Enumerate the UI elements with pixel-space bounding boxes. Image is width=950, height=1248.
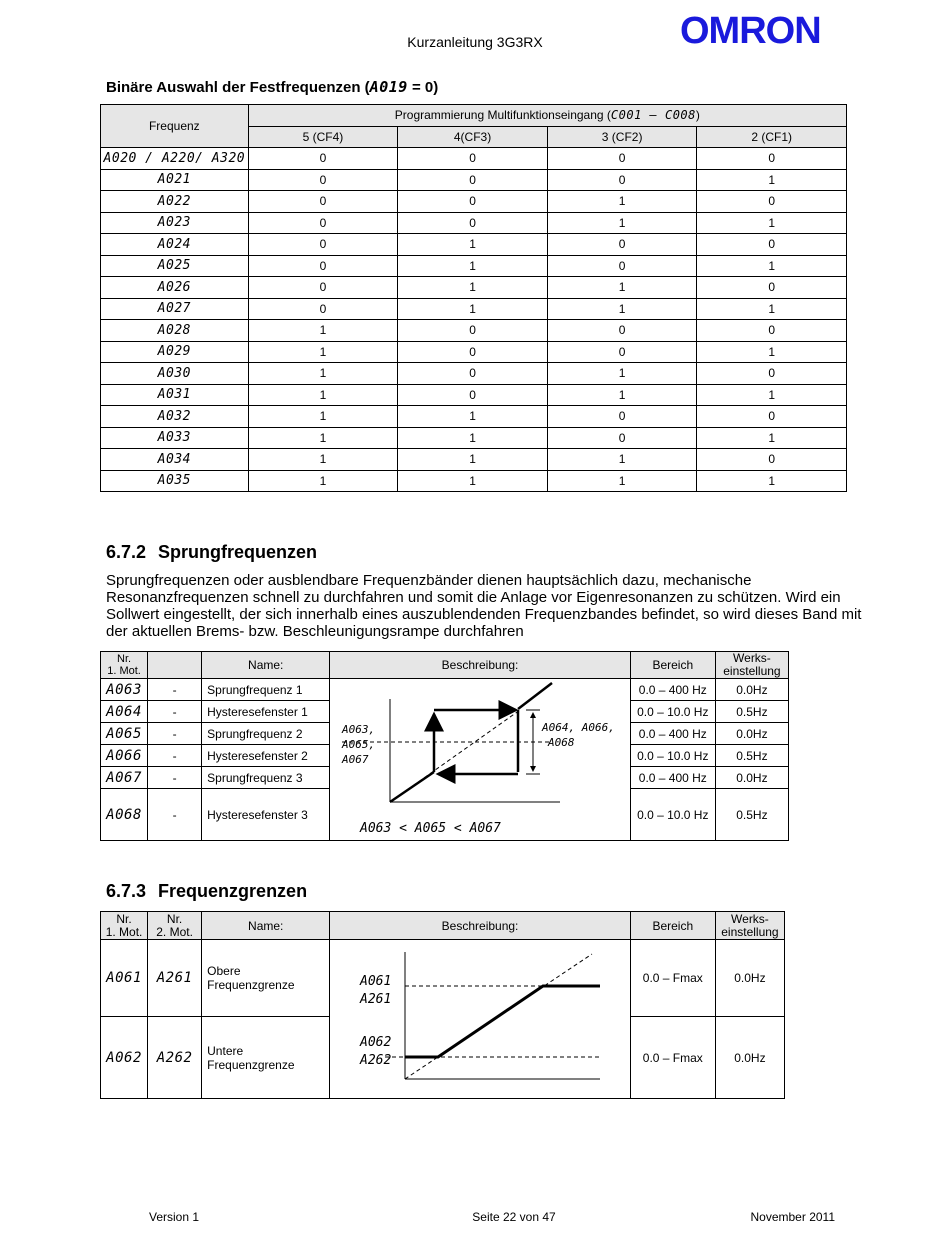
bit-value-cell: 1 — [398, 255, 548, 277]
header-name: Name: — [202, 652, 330, 679]
table-cell-default: 0.0Hz — [715, 679, 788, 701]
header-name: Name: — [202, 912, 330, 940]
table-cell-name: Sprungfrequenz 3 — [202, 767, 330, 789]
frequency-code-cell: A026 — [101, 277, 249, 299]
table-cell-range: 0.0 – 400 Hz — [630, 723, 715, 745]
skip-frequency-diagram-cell — [330, 679, 630, 841]
paragraph-line: Sollwert eingestellt, der sich innerhalb eines auszublendenden Frequenzbandes befindet, so wird dieses Band mit — [106, 606, 862, 623]
header-default: Werks- einstellung — [715, 652, 788, 679]
table-cell-mot2: - — [148, 789, 202, 841]
bit-value-cell: 0 — [248, 148, 398, 170]
table-cell-code: A066 — [101, 745, 148, 767]
bit-value-cell: 0 — [248, 191, 398, 213]
omron-logo: OMRON — [680, 10, 821, 52]
header-default: Werks- einstellung — [715, 912, 784, 940]
footer-page-number: Seite 22 von 47 — [472, 1210, 556, 1224]
diagram-left-label-2: A065, — [342, 738, 376, 751]
bit-value-cell: 0 — [398, 384, 548, 406]
bit-value-cell: 1 — [248, 320, 398, 342]
diagram-left-label-3: A067 — [342, 753, 369, 766]
table-cell-code: A067 — [101, 767, 148, 789]
col-header-cf2: 3 (CF2) — [547, 126, 697, 148]
document-title: Kurzanleitung 3G3RX — [407, 34, 543, 50]
bit-value-cell: 0 — [547, 320, 697, 342]
table-cell-name: Sprungfrequenz 2 — [202, 723, 330, 745]
col-header-cf4: 5 (CF4) — [248, 126, 398, 148]
frequency-code-cell: A033 — [101, 427, 249, 449]
table-row — [101, 384, 847, 406]
paragraph-line: Resonanzfrequenzen schnell zu durchfahren und somit die Anlage vor Eigenresonanzen zu schützen. Wird ein — [106, 589, 841, 606]
bit-value-cell: 1 — [248, 427, 398, 449]
paragraph-line: Sprungfrequenzen oder ausblendbare Frequenzbänder dienen hauptsächlich dazu, mechanische — [106, 572, 752, 589]
bit-value-cell: 1 — [398, 234, 548, 256]
bit-value-cell: 1 — [697, 255, 847, 277]
bit-value-cell: 1 — [398, 406, 548, 428]
table-cell-name: Hysteresefenster 2 — [202, 745, 330, 767]
frequency-code-cell: A024 — [101, 234, 249, 256]
table-cell-default: 0.0Hz — [715, 1017, 784, 1099]
upper-label-2: A261 — [360, 992, 392, 1007]
table-cell-range: 0.0 – 10.0 Hz — [630, 701, 715, 723]
bit-value-cell: 0 — [697, 277, 847, 299]
table-cell-name: Obere Frequenzgrenze — [202, 940, 330, 1017]
frequency-code-cell: A022 — [101, 191, 249, 213]
table-cell-code-mot1: A061 — [101, 940, 148, 1017]
table-row — [101, 148, 847, 170]
table-row — [101, 427, 847, 449]
table-row — [101, 406, 847, 428]
bit-value-cell: 0 — [547, 148, 697, 170]
header-nr-mot2: Nr. 2. Mot. — [148, 912, 202, 940]
frequency-limit-diagram-cell — [330, 940, 630, 1099]
bit-value-cell: 0 — [547, 406, 697, 428]
header-description: Beschreibung: — [330, 912, 630, 940]
skip-frequency-table — [100, 651, 789, 841]
frequency-code-cell: A029 — [101, 341, 249, 363]
bit-value-cell: 0 — [248, 169, 398, 191]
col-header-cf3: 4(CF3) — [398, 126, 548, 148]
binary-frequency-table — [100, 104, 847, 492]
table-cell-name: Hysteresefenster 3 — [202, 789, 330, 841]
table-cell-default: 0.5Hz — [715, 701, 788, 723]
table-cell-default: 0.5Hz — [715, 745, 788, 767]
header-nr-mot1: Nr. 1. Mot. — [101, 652, 148, 679]
bit-value-cell: 0 — [398, 363, 548, 385]
bit-value-cell: 1 — [547, 212, 697, 234]
bit-value-cell: 0 — [697, 363, 847, 385]
table-cell-name: Untere Frequenzgrenze — [202, 1017, 330, 1099]
table-cell-default: 0.0Hz — [715, 767, 788, 789]
bit-value-cell: 1 — [248, 470, 398, 492]
table-cell-mot2: - — [148, 701, 202, 723]
section-6-7-2-heading: 6.7.2 Sprungfrequenzen — [106, 542, 318, 562]
bit-value-cell: 1 — [398, 277, 548, 299]
table-cell-default: 0.0Hz — [715, 723, 788, 745]
frequency-code-cell: A023 — [101, 212, 249, 234]
table-cell-name: Hysteresefenster 1 — [202, 701, 330, 723]
bit-value-cell: 1 — [697, 427, 847, 449]
frequency-code-cell: A028 — [101, 320, 249, 342]
frequency-code-cell: A021 — [101, 169, 249, 191]
bit-value-cell: 0 — [697, 320, 847, 342]
header-range: Bereich — [630, 912, 715, 940]
table-row — [101, 341, 847, 363]
section-6-7-3-heading: 6.7.3 Frequenzgrenzen — [106, 881, 308, 901]
bit-value-cell: 1 — [697, 341, 847, 363]
table-cell-mot2: - — [148, 679, 202, 701]
table-cell-mot2: - — [148, 723, 202, 745]
footer-date: November 2011 — [750, 1210, 835, 1224]
table-row — [101, 298, 847, 320]
bit-value-cell: 0 — [248, 234, 398, 256]
bit-value-cell: 0 — [398, 341, 548, 363]
bit-value-cell: 1 — [398, 449, 548, 471]
bit-value-cell: 0 — [547, 234, 697, 256]
bit-value-cell: 1 — [547, 277, 697, 299]
bit-value-cell: 1 — [547, 363, 697, 385]
table-row — [101, 277, 847, 299]
table-cell-code-mot2: A261 — [148, 940, 202, 1017]
bit-value-cell: 1 — [697, 298, 847, 320]
table-cell-range: 0.0 – 10.0 Hz — [630, 789, 715, 841]
output-line-upper — [518, 683, 552, 709]
table-row — [101, 169, 847, 191]
output-line-lower — [390, 772, 434, 802]
footer-version: Version 1 — [149, 1210, 200, 1224]
bit-value-cell: 0 — [398, 191, 548, 213]
bit-value-cell: 1 — [248, 406, 398, 428]
table-cell-range: 0.0 – 400 Hz — [630, 679, 715, 701]
table-cell-code: A065 — [101, 723, 148, 745]
bit-value-cell: 1 — [697, 212, 847, 234]
bit-value-cell: 1 — [398, 427, 548, 449]
table-row — [101, 255, 847, 277]
diagram-bottom-label: A063 < A065 < A067 — [360, 821, 502, 836]
table-cell-range: 0.0 – Fmax — [630, 940, 715, 1017]
header-range: Bereich — [630, 652, 715, 679]
paragraph-line: der aktuellen Brems- bzw. Beschleunigungsrampe durchfahren — [106, 623, 524, 640]
bit-value-cell: 1 — [398, 298, 548, 320]
header-nr-mot1: Nr. 1. Mot. — [101, 912, 148, 940]
table-cell-code: A068 — [101, 789, 148, 841]
table-cell-code-mot2: A262 — [148, 1017, 202, 1099]
table-cell-code: A063 — [101, 679, 148, 701]
bit-value-cell: 0 — [697, 449, 847, 471]
bit-value-cell: 0 — [248, 277, 398, 299]
bit-value-cell: 0 — [398, 212, 548, 234]
lower-label-2: A262 — [360, 1053, 392, 1068]
bit-value-cell: 0 — [398, 148, 548, 170]
bit-value-cell: 1 — [547, 384, 697, 406]
table-row — [101, 234, 847, 256]
bit-value-cell: 1 — [547, 191, 697, 213]
bit-value-cell: 0 — [697, 148, 847, 170]
table-cell-range: 0.0 – 10.0 Hz — [630, 745, 715, 767]
diagram-right-label-1: A064, A066, — [542, 721, 616, 734]
table-row — [101, 320, 847, 342]
table-cell-name: Sprungfrequenz 1 — [202, 679, 330, 701]
upper-label-1: A061 — [360, 974, 392, 989]
col-header-cf1: 2 (CF1) — [697, 126, 847, 148]
frequency-code-cell: A035 — [101, 470, 249, 492]
bit-value-cell: 0 — [398, 169, 548, 191]
bit-value-cell: 1 — [547, 298, 697, 320]
table-row — [101, 470, 847, 492]
table-cell-default: 0.0Hz — [715, 940, 784, 1017]
bit-value-cell: 1 — [248, 363, 398, 385]
table-row — [101, 212, 847, 234]
binary-section-title: Binäre Auswahl der Festfrequenzen (A019 = 0) — [106, 78, 439, 96]
lower-label-1: A062 — [360, 1035, 392, 1050]
header-description: Beschreibung: — [330, 652, 630, 679]
table-row — [101, 191, 847, 213]
table-cell-mot2: - — [148, 767, 202, 789]
bit-value-cell: 0 — [248, 255, 398, 277]
bit-value-cell: 1 — [697, 169, 847, 191]
limited-output-line — [405, 986, 600, 1057]
bit-value-cell: 0 — [248, 298, 398, 320]
frequency-code-cell: A020 / A220/ A320 — [101, 148, 249, 170]
table-row — [101, 363, 847, 385]
table-cell-range: 0.0 – 400 Hz — [630, 767, 715, 789]
section-6-7-2-paragraph — [106, 572, 886, 640]
frequency-code-cell: A034 — [101, 449, 249, 471]
diagram-left-label-1: A063, — [342, 723, 376, 736]
bit-value-cell: 1 — [547, 470, 697, 492]
table-cell-default: 0.5Hz — [715, 789, 788, 841]
bit-value-cell: 0 — [248, 212, 398, 234]
table-cell-code-mot1: A062 — [101, 1017, 148, 1099]
bit-value-cell: 0 — [547, 341, 697, 363]
bit-value-cell: 0 — [398, 320, 548, 342]
frequency-code-cell: A030 — [101, 363, 249, 385]
bit-value-cell: 1 — [398, 470, 548, 492]
bit-value-cell: 0 — [697, 406, 847, 428]
table-cell-mot2: - — [148, 745, 202, 767]
col-frequency-header: Frequenz — [101, 105, 249, 148]
bit-value-cell: 0 — [547, 255, 697, 277]
bit-value-cell: 1 — [248, 449, 398, 471]
table-row — [101, 679, 789, 701]
bit-value-cell: 1 — [697, 470, 847, 492]
bit-value-cell: 0 — [547, 169, 697, 191]
frequency-code-cell: A032 — [101, 406, 249, 428]
bit-value-cell: 1 — [697, 384, 847, 406]
bit-value-cell: 1 — [248, 384, 398, 406]
table-row — [101, 449, 847, 471]
group-header: Programmierung Multifunktionseingang (C001 – C008) — [248, 105, 846, 127]
frequency-code-cell: A025 — [101, 255, 249, 277]
frequency-code-cell: A027 — [101, 298, 249, 320]
diagram-right-label-2: A068 — [548, 736, 575, 749]
bit-value-cell: 0 — [547, 427, 697, 449]
bit-value-cell: 1 — [248, 341, 398, 363]
table-cell-code: A064 — [101, 701, 148, 723]
header-empty — [148, 652, 202, 679]
table-cell-range: 0.0 – Fmax — [630, 1017, 715, 1099]
bit-value-cell: 1 — [547, 449, 697, 471]
frequency-limit-table — [100, 911, 785, 1099]
skip-frequency-diagram — [330, 679, 627, 839]
bit-value-cell: 0 — [697, 191, 847, 213]
frequency-code-cell: A031 — [101, 384, 249, 406]
bit-value-cell: 0 — [697, 234, 847, 256]
frequency-limit-diagram — [330, 940, 627, 1098]
